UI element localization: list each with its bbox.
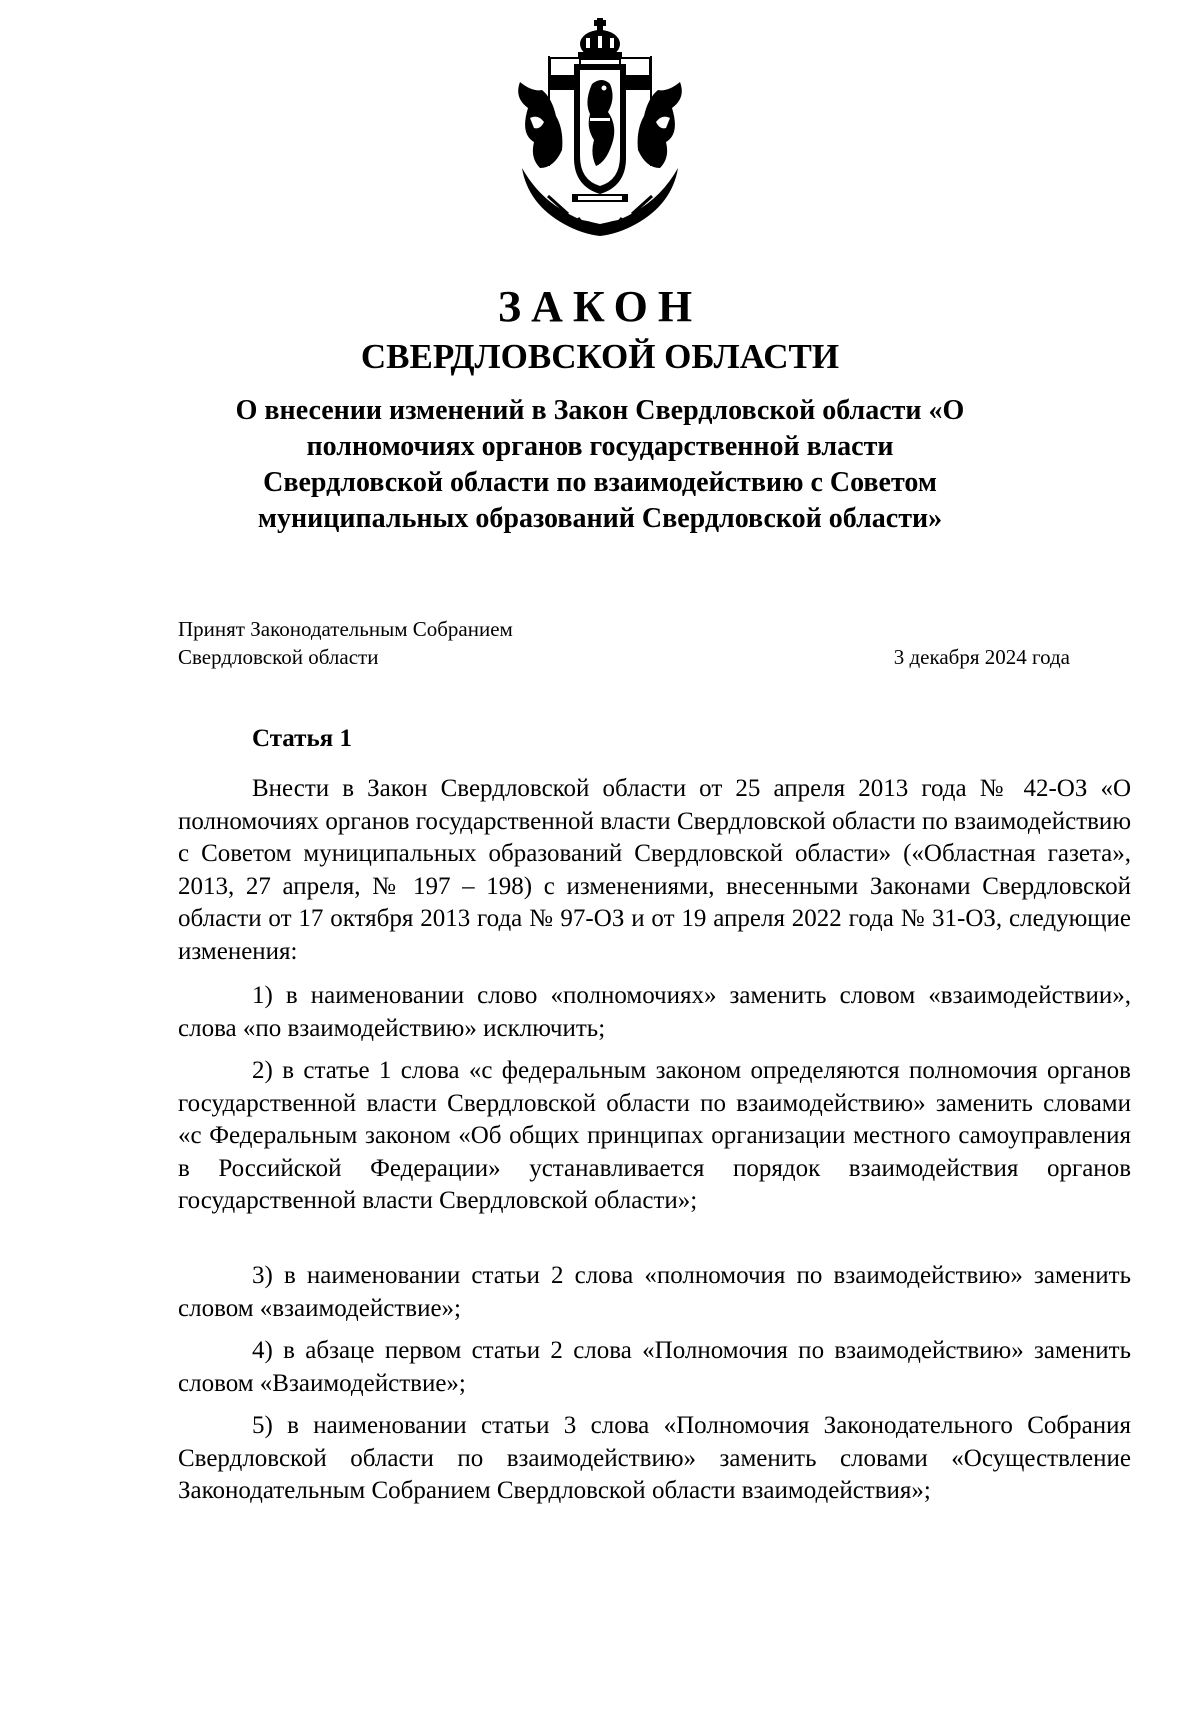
adoption-block <box>178 615 513 671</box>
adoption-date: 3 декабря 2024 года <box>893 645 1070 669</box>
adoption-line-1: Принят Законодательным Собранием <box>178 617 513 641</box>
adoption-line-2: Свердловской области <box>178 645 379 669</box>
article-heading: Статья 1 <box>252 725 352 752</box>
amendment-item: 4) в абзаце первом статьи 2 слова «Полномочия по взаимодействию» заменить словом «Взаимодействие»; <box>178 1337 1131 1397</box>
coat-of-arms-icon <box>508 18 692 246</box>
law-title: ЗАКОН <box>497 282 703 331</box>
coat-of-arms-emblem <box>508 18 692 246</box>
law-subject: О внесении изменений в Закон Свердловской области «О полномочиях органов государственной власти Свердловской области по взаимодействию с Советом муниципальных образований Свердловской области» <box>235 395 965 534</box>
amendment-item: 2) в статье 1 слова «с федеральным законом определяются полномочия органов государственной власти Свердловской области по взаимодействию» заменить словами «с Федеральным законом «Об общих принципах организации местного самоуправления в Российской Федерации» устанавливается порядок взаимодействия органов государственной власти Свердловской области»; <box>178 1057 1131 1214</box>
region-title: СВЕРДЛОВСКОЙ ОБЛАСТИ <box>360 337 840 376</box>
article-paragraph: Внести в Закон Свердловской области от 25 апреля 2013 года № 42-ОЗ «О полномочиях органов государственной власти Свердловской области по взаимодействию с Советом муниципальных образований Свердловской области» («Областная газета», 2013, 27 апреля, № 197 – 198) с изменениями, внесенными Законами Свердловской области от 17 октября 2013 года № 97-ОЗ и от 19 апреля 2022 года № 31-ОЗ, следующие изменения: <box>178 775 1131 965</box>
amendment-item: 3) в наименовании статьи 2 слова «полномочия по взаимодействию» заменить словом «взаимодействие»; <box>178 1262 1131 1322</box>
amendment-item: 1) в наименовании слово «полномочиях» заменить словом «взаимодействии», слова «по взаимодействию» исключить; <box>178 982 1131 1042</box>
amendment-item: 5) в наименовании статьи 3 слова «Полномочия Законодательного Собрания Свердловской области по взаимодействию» заменить словами «Осуществление Законодательным Собранием Свердловской области взаимодействия»; <box>178 1412 1131 1504</box>
